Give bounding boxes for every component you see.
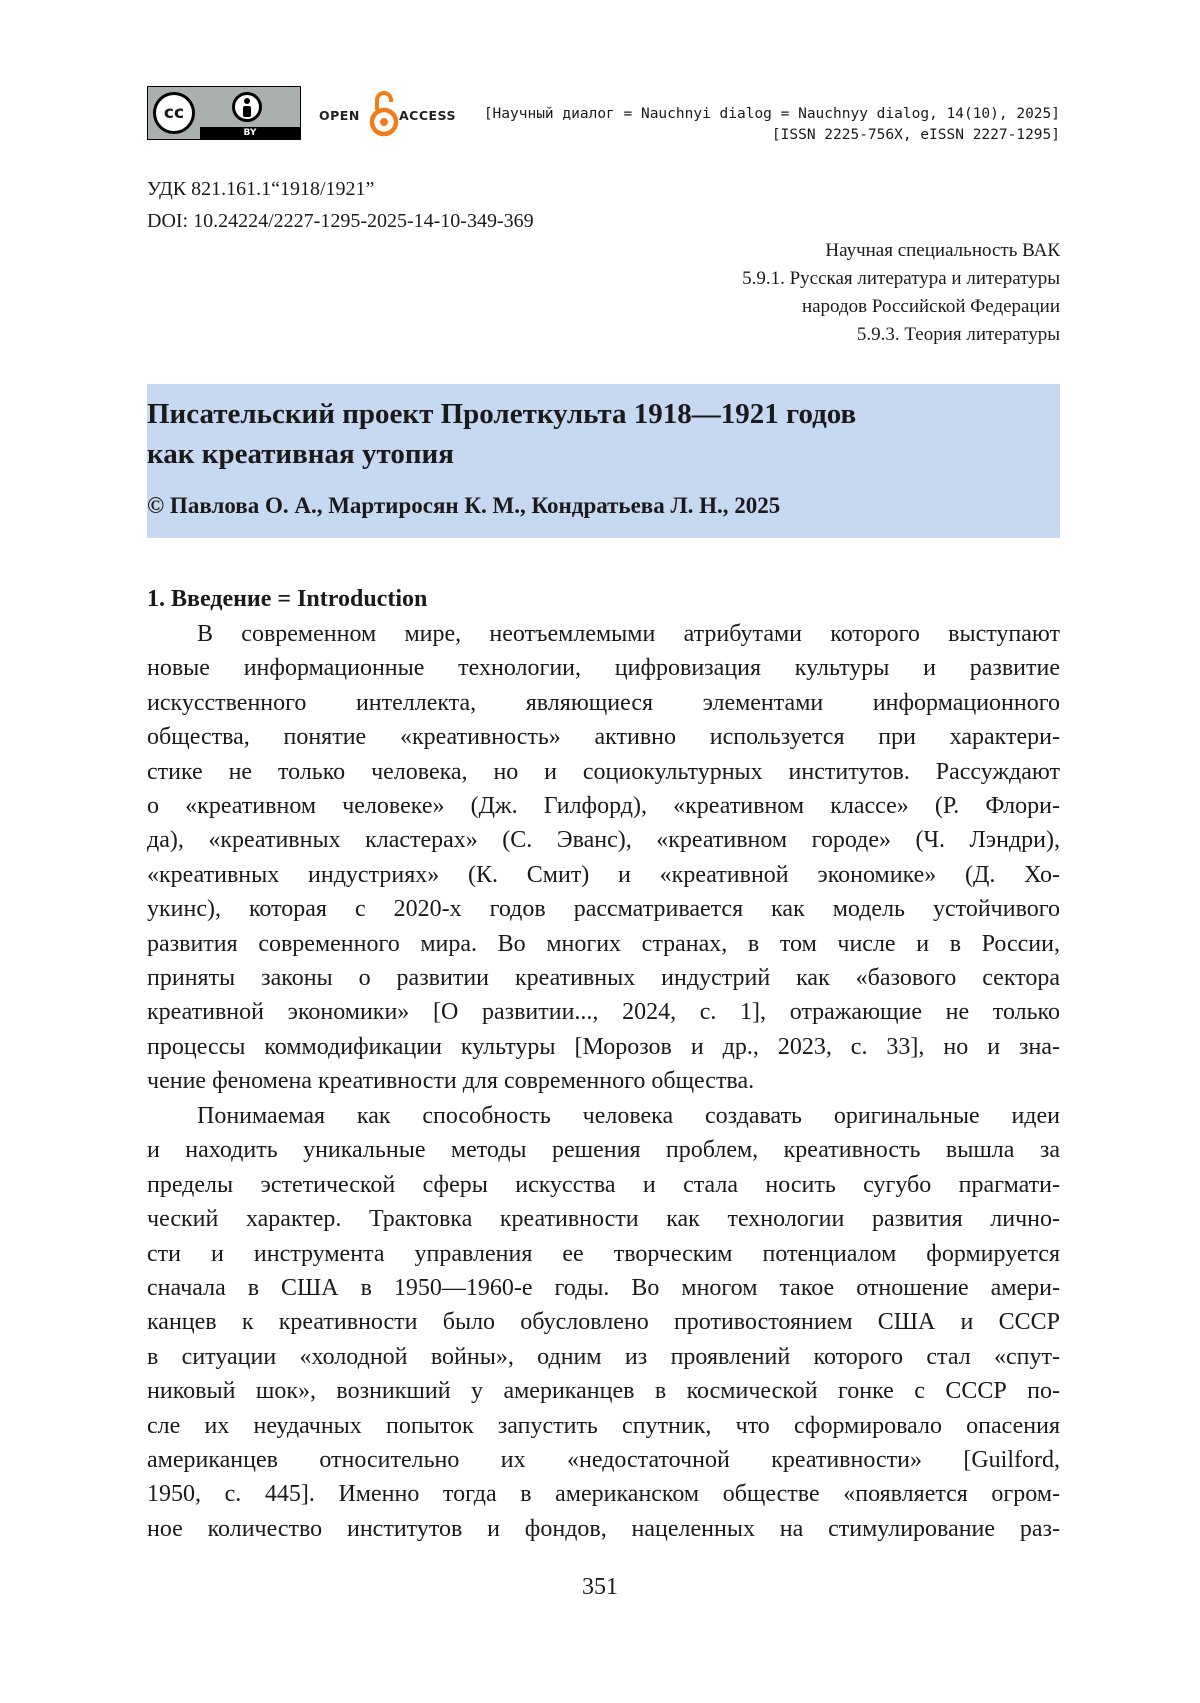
open-access-logo xyxy=(319,86,469,140)
by-label: BY xyxy=(243,128,257,138)
text-line: канцев к креативности было обусловлено противостоянием США и СССР xyxy=(147,1309,1060,1336)
journal-issn-line: [ISSN 2225-756X, eISSN 2227-1295] xyxy=(771,127,1060,143)
text-line: чение феномена креативности для современного общества. xyxy=(147,1068,755,1095)
open-access-access-text: ACCESS xyxy=(399,108,457,123)
text-line: да), «креативных кластерах» (С. Эванс), «креативном городе» (Ч. Лэндри), xyxy=(147,827,1060,854)
cc-icon: cc xyxy=(153,92,195,134)
text-line: сле их неудачных попыток запустить спутник, что сформировало опасения xyxy=(147,1412,1060,1439)
text-line: никовый шок», возникший у американцев в космической гонке с СССР по- xyxy=(147,1378,1060,1405)
specialty-heading: Научная специальность ВАК xyxy=(825,240,1060,261)
text-line: укинс), которая с 2020-х годов рассматривается как модель устойчивого xyxy=(147,896,1060,923)
text-line: сти и инструмента управления ее творческим потенциалом формируется xyxy=(147,1240,1060,1267)
text-line: процессы коммодификации культуры [Морозов и др., 2023, с. 33], но и зна- xyxy=(147,1033,1060,1060)
specialty-item: народов Российской Федерации xyxy=(801,296,1060,317)
journal-citation xyxy=(484,104,1060,146)
text-line: 1950, с. 445]. Именно тогда в американском обществе «появляется огром- xyxy=(147,1481,1060,1508)
text-line: Понимаемая как способность человека создавать оригинальные идеи xyxy=(197,1103,1060,1129)
section-heading: 1. Введение = Introduction xyxy=(147,586,428,612)
cc-by-license-badge[interactable] xyxy=(147,86,301,140)
specialty-item: 5.9.3. Теория литературы xyxy=(856,324,1060,345)
text-line: новые информационные технологии, цифровизация культуры и развитие xyxy=(147,655,1060,682)
title-line: как креативная утопия xyxy=(147,438,454,470)
text-line: «креативных индустриях» (К. Смит) и «креативной экономике» (Д. Хо- xyxy=(147,861,1060,888)
text-line: стике не только человека, но и социокультурных институтов. Рассуждают xyxy=(147,758,1060,785)
text-line: приняты законы о развитии креативных индустрий как «базового сектора xyxy=(147,965,1060,992)
page-header xyxy=(147,86,1060,142)
doi-link[interactable]: DOI: 10.24224/2227-1295-2025-14-10-349-369 xyxy=(147,210,534,232)
text-line: В современном мире, неотъемлемыми атрибутами которого выступают xyxy=(197,621,1060,647)
title-block xyxy=(147,384,1060,538)
person-icon xyxy=(232,92,262,122)
title-line: Писательский проект Пролеткульта 1918—1921 годов xyxy=(147,398,857,430)
text-line: пределы эстетической сферы искусства и стала носить сугубо прагмати- xyxy=(147,1171,1060,1198)
text-line: сначала в США в 1950—1960-е годы. Во многом такое отношение амери- xyxy=(147,1275,1060,1302)
text-line: о «креативном человеке» (Дж. Гилфорд), «креативном классе» (Р. Флори- xyxy=(147,793,1060,820)
page-number: 351 xyxy=(582,1574,618,1600)
text-line: и находить уникальные методы решения проблем, креативность вышла за xyxy=(147,1137,1060,1164)
specialty-item: 5.9.1. Русская литература и литературы xyxy=(742,268,1060,289)
udk-code: УДК 821.161.1“1918/1921” xyxy=(147,178,375,200)
paragraph-introduction-2 xyxy=(147,1099,1060,1546)
open-access-open-text: OPEN xyxy=(319,108,360,123)
text-line: ческий характер. Трактовка креативности как технологии развития лично- xyxy=(147,1206,1060,1233)
article-identifiers xyxy=(147,173,534,237)
journal-citation-line: [Научный диалог = Nauchnyi dialog = Nauchnyy dialog, 14(10), 2025] xyxy=(483,106,1060,122)
article-title xyxy=(147,394,1060,474)
text-line: креативной экономики» [О развитии..., 2024, с. 1], отражающие не только xyxy=(147,999,1060,1026)
text-line: искусственного интеллекта, являющиеся элементами информационного xyxy=(147,689,1060,716)
open-access-lock-icon xyxy=(369,88,399,138)
text-line: в ситуации «холодной войны», одним из проявлений которого стал «спут- xyxy=(147,1343,1060,1370)
paragraph-introduction-1 xyxy=(147,617,1060,1099)
text-line: американцев относительно их «недостаточной креативности» [Guilford, xyxy=(147,1447,1060,1474)
text-line: ное количество институтов и фондов, нацеленных на стимулирование раз- xyxy=(147,1515,1060,1542)
article-authors: © Павлова О. А., Мартиросян К. М., Кондратьева Л. Н., 2025 xyxy=(147,493,781,518)
scientific-specialty xyxy=(742,237,1060,349)
text-line: общества, понятие «креативность» активно используется при характери- xyxy=(147,724,1060,751)
text-line: развития современного мира. Во многих странах, в том числе и в России, xyxy=(147,930,1060,957)
